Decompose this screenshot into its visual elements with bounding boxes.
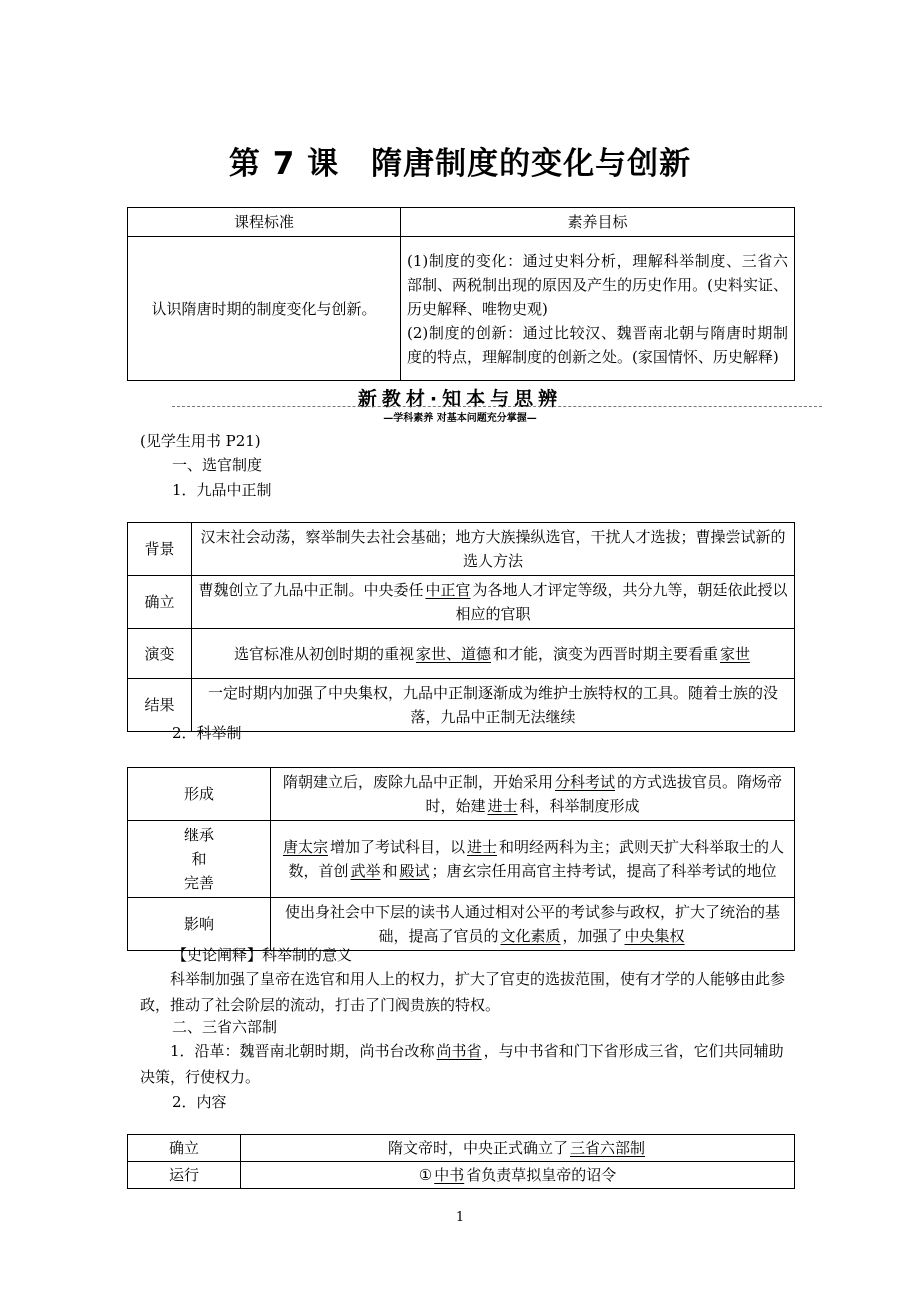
jiupin-table (127, 522, 795, 732)
row-label: 运行 (128, 1162, 241, 1189)
row-label: 结果 (128, 679, 192, 732)
row-content: 一定时期内加强了中央集权，九品中正制逐渐成为维护士族特权的工具。随着士族的没落，九品中正制无法继续 (192, 679, 795, 732)
standard-content: 认识隋唐时期的制度变化与创新。 (128, 237, 401, 381)
row-content: 隋朝建立后，废除九品中正制，开始采用 分科考试 的方式选拔官员。隋炀帝时，始建 进士 科，科举制度形成 (271, 768, 795, 821)
row-content: 使出身社会中下层的读书人通过相对公平的考试参与政权，扩大了统治的基础，提高了官员的 文化素质 ，加强了 中央集权 (271, 898, 795, 951)
subheading-jiupin: 1．九品中正制 (172, 481, 272, 499)
answer-blank: 殿试 (399, 862, 430, 880)
answer-blank: 尚书省 (436, 1042, 482, 1060)
goal-item-2: (2)制度的创新：通过比较汉、魏晋南北朝与隋唐时期制度的特点，理解制度的创新之处。(家国情怀、历史解释) (407, 323, 788, 366)
section-slogan: —学科素养 对基本问题充分掌握— (383, 413, 537, 424)
section-banner: 新教材·知本与思辨 (357, 388, 563, 410)
table-row (128, 629, 795, 679)
page-number: 1 (455, 1210, 465, 1225)
answer-blank: 武举 (350, 862, 381, 880)
answer-blank: 中书 (434, 1166, 465, 1184)
keju-table (127, 767, 795, 951)
sansheng-table (127, 1134, 795, 1189)
table-row (128, 523, 795, 576)
note-title: 【史论阐释】科举制的意义 (172, 946, 353, 964)
row-label: 形成 (128, 768, 271, 821)
row-content: 汉末社会动荡，察举制失去社会基础；地方大族操纵选官，干扰人才选拔；曹操尝试新的选人方法 (192, 523, 795, 576)
yange-paragraph: 1．沿革：魏晋南北朝时期，尚书台改称 尚书省 ，与中书省和门下省形成三省，它们共同辅助决策，行使权力。 (140, 1042, 784, 1086)
subheading-content: 2．内容 (172, 1093, 227, 1111)
row-label: 继承 和 完善 (128, 821, 271, 898)
note-text: 科举制加强了皇帝在选官和用人上的权力，扩大了官吏的选拔范围，使有才学的人能够由此参政，推动了社会阶层的流动，打击了门阀贵族的特权。 (140, 970, 786, 1014)
table-row (128, 768, 795, 821)
row-content: 选官标准从初创时期的重视 家世、道德 和才能，演变为西晋时期主要看重 家世 (192, 629, 795, 679)
row-content: 隋文帝时，中央正式确立了 三省六部制 (241, 1135, 795, 1162)
table-row (128, 1135, 795, 1162)
table-header-standards: 课程标准 (128, 208, 401, 237)
page-title: 第 7 课 隋唐制度的变化与创新 (228, 146, 692, 182)
table-row (128, 1162, 795, 1189)
standards-table (127, 207, 795, 381)
row-content: 曹魏创立了九品中正制。中央委任 中正官 为各地人才评定等级，共分九等，朝廷依此授以相应的官职 (192, 576, 795, 629)
answer-blank: 中央集权 (624, 927, 685, 945)
row-label: 确立 (128, 1135, 241, 1162)
row-label: 背景 (128, 523, 192, 576)
row-label: 影响 (128, 898, 271, 951)
answer-blank: 进士 (487, 797, 518, 815)
table-header-goals: 素养目标 (401, 208, 795, 237)
heading-sansheng: 二、三省六部制 (172, 1018, 278, 1036)
table-row (128, 576, 795, 629)
row-content: 唐太宗 增加了考试科目，以 进士 和明经两科为主；武则天扩大科举取士的人数，首创 武举 和 殿试 ；唐玄宗任用高官主持考试，提高了科举考试的地位 (271, 821, 795, 898)
subheading-keju: 2．科举制 (172, 724, 242, 742)
row-label: 确立 (128, 576, 192, 629)
answer-blank: 分科考试 (554, 773, 615, 791)
answer-blank: 三省六部制 (570, 1139, 646, 1157)
table-row (128, 821, 795, 898)
answer-blank: 家世、道德 (415, 644, 491, 663)
reference: (见学生用书 P21) (140, 432, 261, 450)
answer-blank: 进士 (467, 838, 498, 856)
answer-blank: 文化素质 (500, 927, 561, 945)
answer-blank: 家世 (720, 644, 751, 663)
row-label: 演变 (128, 629, 192, 679)
row-content: ① 中书 省负责草拟皇帝的诏令 (241, 1162, 795, 1189)
answer-blank: 中正官 (425, 581, 471, 599)
goal-item-1: (1)制度的变化：通过史料分析，理解科举制度、三省六部制、两税制出现的原因及产生的历史作用。(史料实证、历史解释、唯物史观) (407, 251, 788, 318)
divider (172, 406, 822, 407)
heading-selection: 一、选官制度 (172, 456, 263, 474)
answer-blank: 唐太宗 (282, 838, 328, 856)
